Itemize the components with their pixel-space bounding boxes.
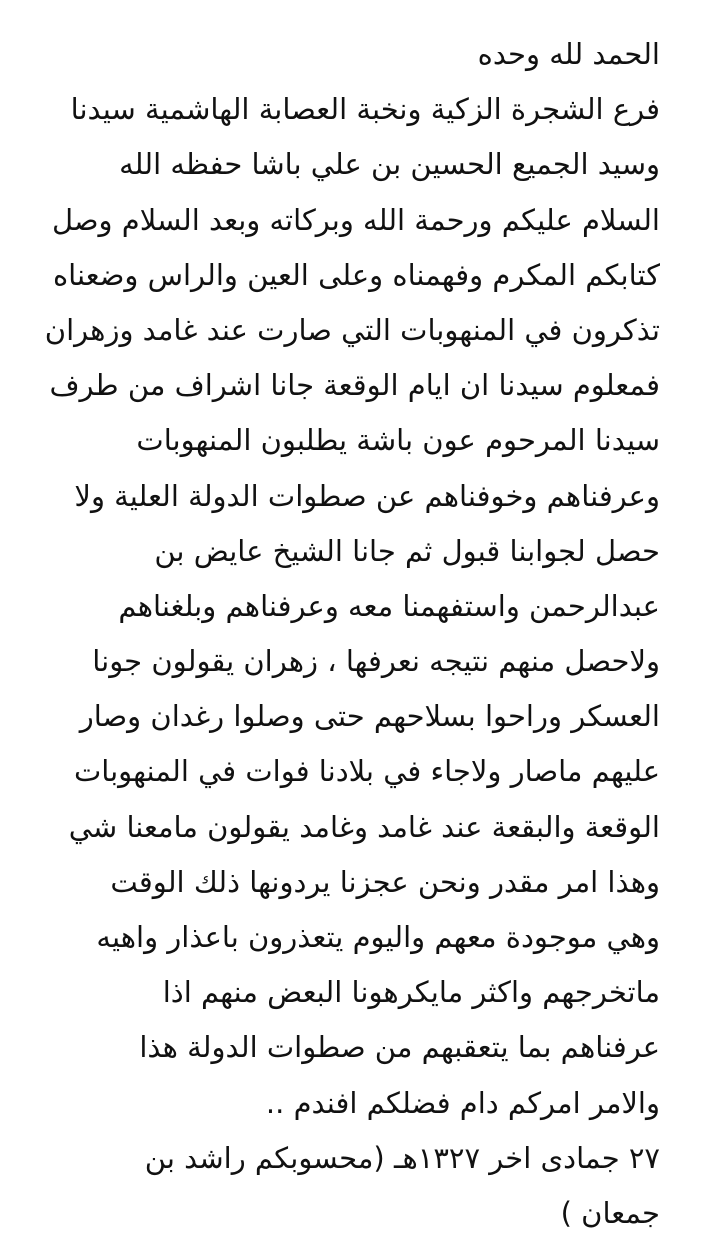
text-line: العسكر وراحوا بسلاحهم حتى وصلوا رغدان وصار [79, 699, 660, 734]
text-line: كتابكم المكرم وفهمناه وعلى العين والراس وضعناه [52, 257, 660, 292]
text-line: وسيد الجميع الحسين بن علي باشا حفظه الله [119, 147, 660, 182]
date-signature-line: ٢٧ جمادى اخر ١٣٢٧هـ (محسوبكم راشد بن [144, 1140, 660, 1175]
text-line: ولاحصل منهم نتيجه نعرفها ، زهران يقولون جونا [92, 644, 660, 679]
text-line: فمعلوم سيدنا ان ايام الوقعة جانا اشراف من طرف [49, 368, 660, 403]
text-line: وعرفناهم وخوفناهم عن صطوات الدولة العلية ولا [74, 478, 660, 513]
text-line: حصل لجوابنا قبول ثم جانا الشيخ عايض بن [154, 533, 660, 568]
text-line: وهذا امر مقدر ونحن عجزنا يردونها ذلك الوقت [110, 864, 660, 899]
text-line: سيدنا المرحوم عون باشة يطلبون المنهوبات [136, 423, 660, 458]
text-line: عرفناهم بما يتعقبهم من صطوات الدولة هذا [139, 1030, 660, 1065]
text-line: الحمد لله وحده [477, 37, 660, 71]
text-line: الوقعة والبقعة عند غامد وغامد يقولون مامعنا شي [68, 809, 660, 844]
text-line: عبدالرحمن واستفهمنا معه وعرفناهم وبلغناهم [118, 588, 660, 623]
signature-line: جمعان ) [560, 1195, 660, 1230]
text-line: وهي موجودة معهم واليوم يتعذرون باعذار واهيه [96, 920, 660, 954]
text-line: السلام عليكم ورحمة الله وبركاته وبعد السلام وصل [51, 202, 660, 237]
text-line: عليهم ماصار ولاجاء في بلادنا فوات في المنهوبات [73, 754, 660, 789]
text-line: والامر امركم دام فضلكم افندم .. [265, 1085, 660, 1120]
text-line: ماتخرجهم واكثر مايكرهونا البعض منهم اذا [162, 975, 660, 1010]
text-line: تذكرون في المنهوبات التي صارت عند غامد وزهران [44, 312, 660, 347]
text-line: فرع الشجرة الزكية ونخبة العصابة الهاشمية سيدنا [70, 92, 660, 127]
